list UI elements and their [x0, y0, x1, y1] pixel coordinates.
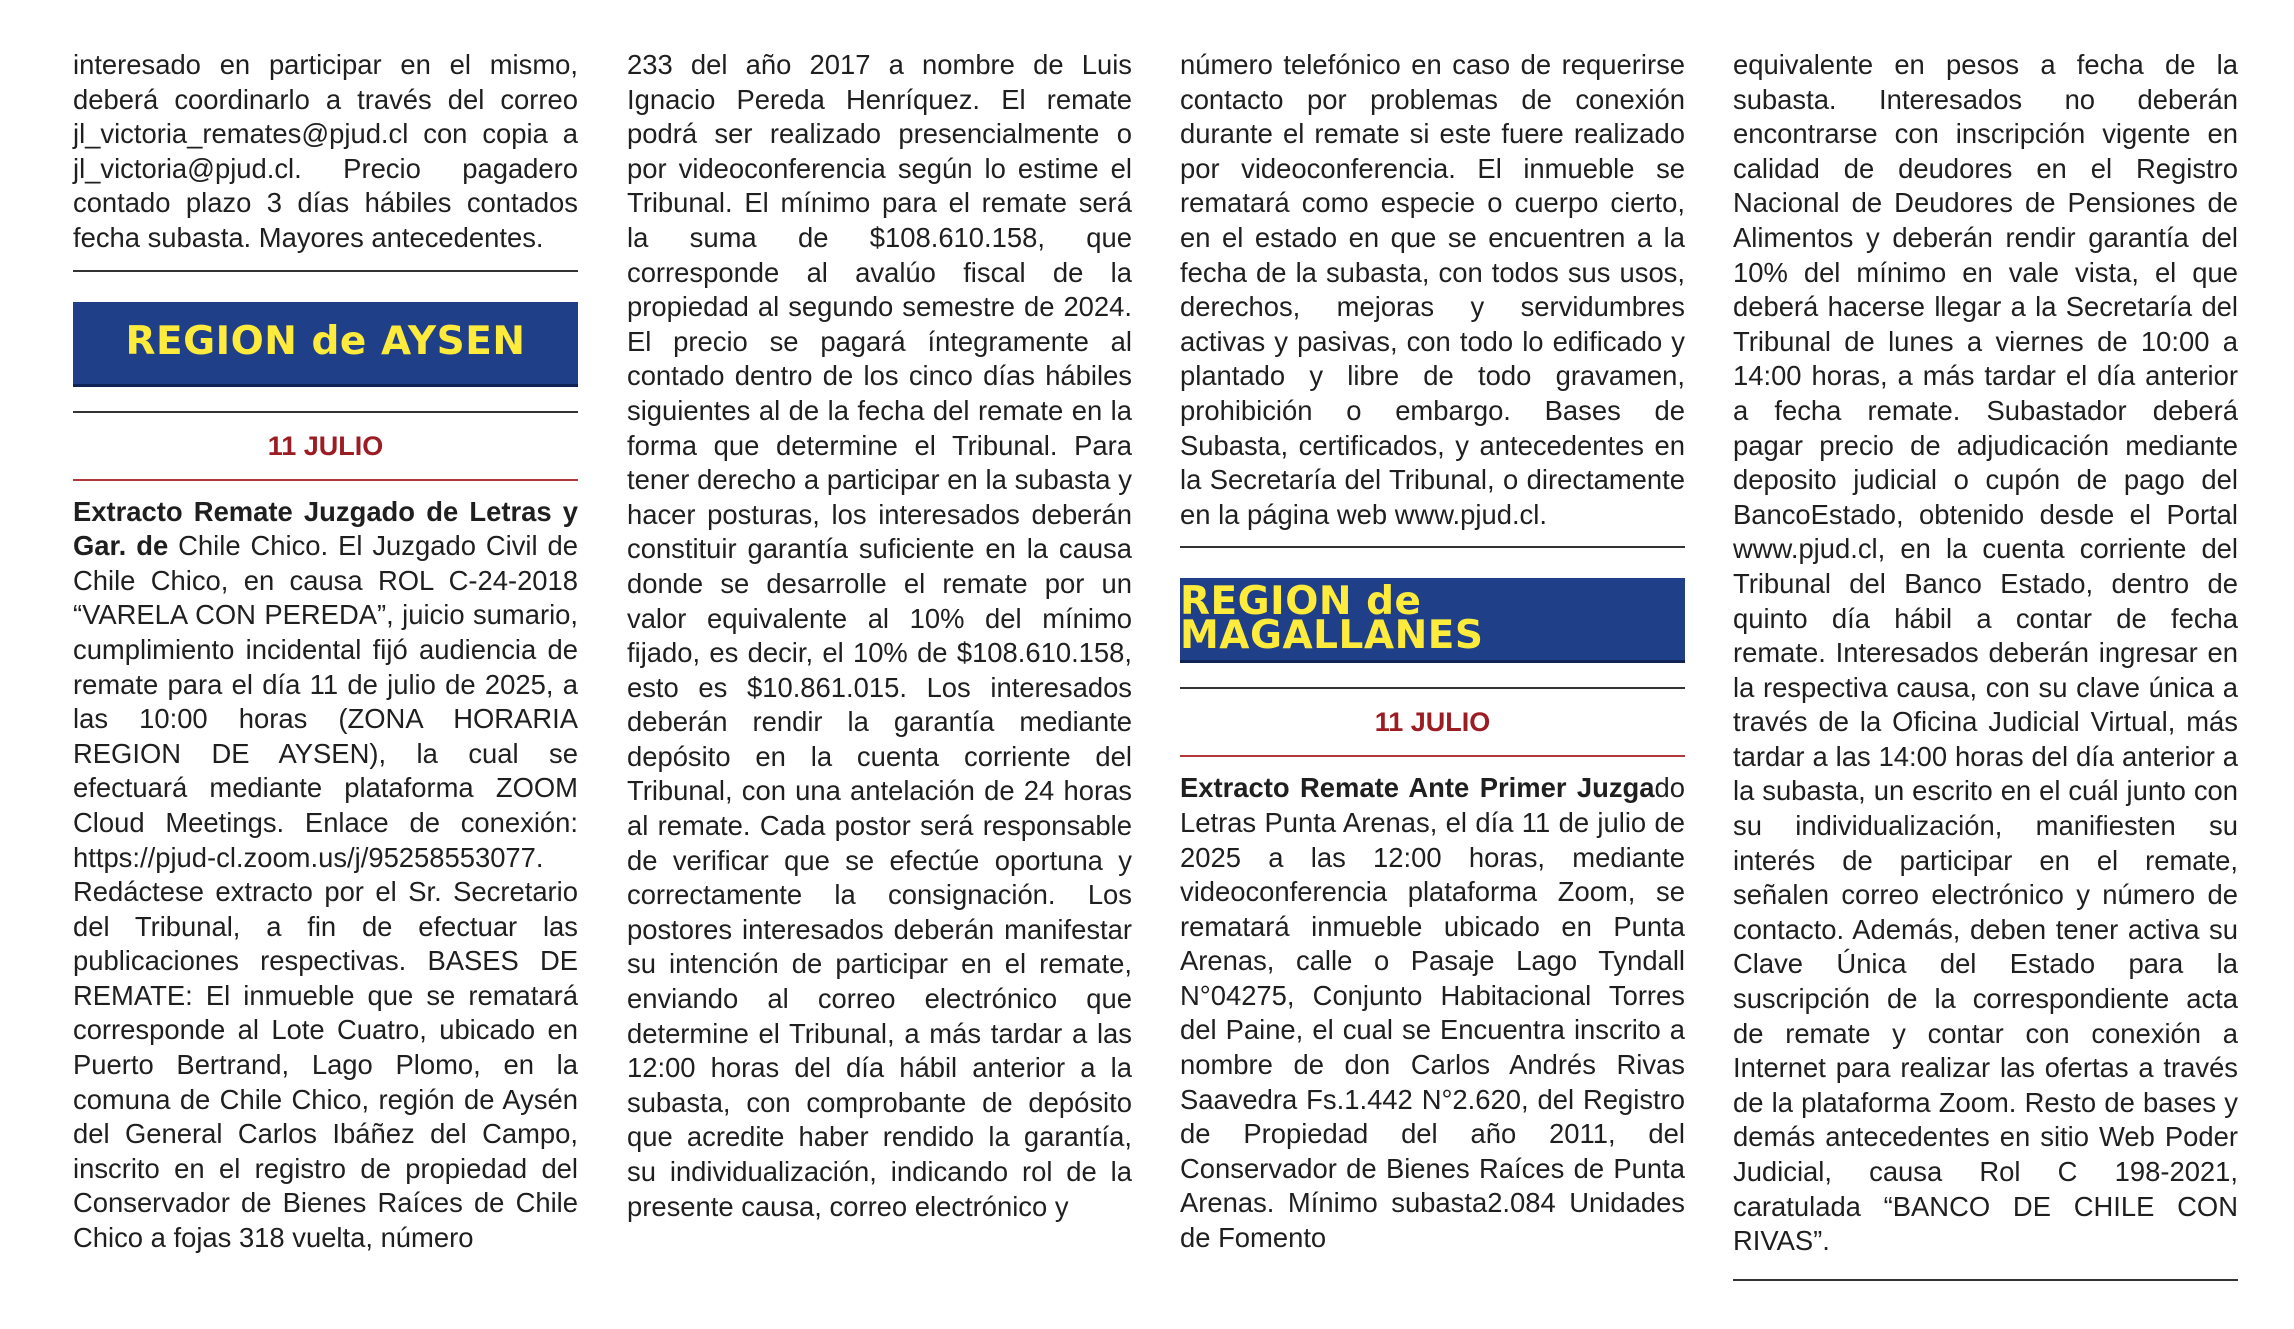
notice-magallanes	[1180, 771, 1685, 1255]
notice-lead: Extracto Remate Juzgado de Letras y Gar. de	[73, 495, 578, 562]
column-2	[627, 48, 1132, 1224]
column-4-text: equivalente en pesos a fecha de la subasta. Interesados no deberán encontrarse con inscripción vigente en calidad de deudores en el Registro Nacional de Deudores de Pensiones de Alimentos y deberán rendir garantía del 10% del mínimo en vale vista, el que deberá hacerse llegar a la Secretaría del Tribunal de lunes a viernes de 10:00 a 14:00 horas, a más tardar el día anterior a fecha remate. Subastador deberá pagar precio de adjudicación mediante deposito judicial o cupón de pago del BancoEstado, obtenido desde el Portal www.pjud.cl, en la cuenta corriente del Tribunal del Banco Estado, dentro de quinto día hábil a contar de fecha remate. Interesados deberán ingresar en la respectiva causa, con su clave única a través de la Oficina Judicial Virtual, más tardar a las 14:00 horas del día anterior a la subasta, un escrito en el cuál junto con su individualización, manifiesten su interés de participar en el remate, señalen correo electrónico y número de contacto. Además, deben tener activa su Clave Única del Estado para la suscripción de la correspondiente acta de remate y contar con conexión a Internet para realizar las ofertas a través de la plataforma Zoom. Resto de bases y demás antecedentes en sitio Web Poder Judicial, causa Rol C 198-2021, caratulada “BANCO DE CHILE CON RIVAS”.	[1733, 49, 2238, 1257]
notice-aysen	[73, 495, 578, 1256]
section-date: 11 JULIO	[267, 430, 384, 461]
section-banner-aysen: REGION de AYSEN	[73, 302, 578, 387]
column-end-divider	[1733, 1279, 2238, 1281]
column-3-continued-text: número telefónico en caso de requerirse contacto por problemas de conexión durante el remate si este fuere realizado por videoconferencia. El inmueble se rematará como especie o cuerpo cierto, en el estado en que se encuentren a la fecha de la subasta, con todos sus usos, derechos, mejoras y servidumbres activas y pasivas, con todo lo edificado y plantado y libre de todo gravamen, prohibición o embargo. Bases de Subasta, certificados, y antecedentes en la Secretaría del Tribunal, o directamente en la página web www.pjud.cl.	[1180, 49, 1685, 530]
notice-lead: Extracto Remate Ante Primer Juzga	[1180, 772, 1655, 804]
notice-body: Chile Chico. El Juzgado Civil de Chile Chico, en causa ROL C-24-2018 “VARELA CON PEREDA”, juicio sumario, cumplimiento incidental fijó audiencia de remate para el día 11 de julio de 2025, a las 10:00 horas (ZONA HORARIA REGION DE AYSEN), la cual se efectuará mediante plataforma ZOOM Cloud Meetings. Enlace de conexión: https://pjud-cl.zoom.us/j/95258553077. Redáctese extracto por el Sr. Secretario del Tribunal, a fin de efectuar las publicaciones respectivas. BASES DE REMATE: El inmueble que se rematará corresponde al Lote Cuatro, ubicado en Puerto Bertrand, Lago Plomo, en la comuna de Chile Chico, región de Aysén del General Carlos Ibáñez del Campo, inscrito en el registro de propiedad del Conservador de Bienes Raíces de Chile Chico a fojas 318 vuelta, número	[73, 530, 578, 1254]
section-date: 11 JULIO	[1374, 707, 1491, 738]
column-2-text: 233 del año 2017 a nombre de Luis Ignacio Pereda Henríquez. El remate podrá ser realizado presencialmente o por videoconferencia según lo estime el Tribunal. El mínimo para el remate será la suma de $108.610.158, que corresponde al avalúo fiscal de la propiedad al segundo semestre de 2024. El precio se pagará íntegramente al contado dentro de los cinco días hábiles siguientes al de la fecha del remate en la forma que determine el Tribunal. Para tener derecho a participar en la subasta y hacer posturas, los interesados deberán constituir garantía suficiente en la causa donde se desarrolle el remate por un valor equivalente al 10% del mínimo fijado, es decir, el 10% de $108.610.158, esto es $10.861.015. Los interesados deberán rendir la garantía mediante depósito en la cuenta corriente del Tribunal, con una antelación de 24 horas al remate. Cada postor será responsable de verificar que se efectúe oportuna y correctamente la consignación. Los postores interesados deberán manifestar su intención de participar en el remate, enviando al correo electrónico que determine el Tribunal, a más tardar a las 12:00 horas del día hábil anterior a la subasta, con comprobante de depósito que acredite haber rendido la garantía, su individualización, indicando rol de la presente causa, correo electrónico y	[627, 49, 1132, 1222]
section-banner-magallanes: REGION de MAGALLANES	[1180, 578, 1685, 663]
column-1	[73, 48, 578, 1256]
column-4	[1733, 48, 2238, 1281]
column-1-continued-text: interesado en participar en el mismo, deberá coordinarlo a través del correo jl_victoria_remates@pjud.cl con copia a jl_victoria@pjud.cl. Precio pagadero contado plazo 3 días hábiles contados fecha subasta. Mayores antecedentes.	[73, 49, 578, 253]
notice-body: do Letras Punta Arenas, el día 11 de julio de 2025 a las 12:00 horas, mediante videoconferencia plataforma Zoom, se rematará inmueble ubicado en Punta Arenas, calle o Pasaje Lago Tyndall N°04275, Conjunto Habitacional Torres del Paine, el cual se Encuentra inscrito a nombre de don Carlos Andrés Rivas Saavedra Fs.1.442 N°2.620, del Registro de Propiedad del año 2011, del Conservador de Bienes Raíces de Punta Arenas. Mínimo subasta2.084 Unidades de Fomento	[1180, 772, 1685, 1254]
column-3	[1180, 48, 1685, 1256]
